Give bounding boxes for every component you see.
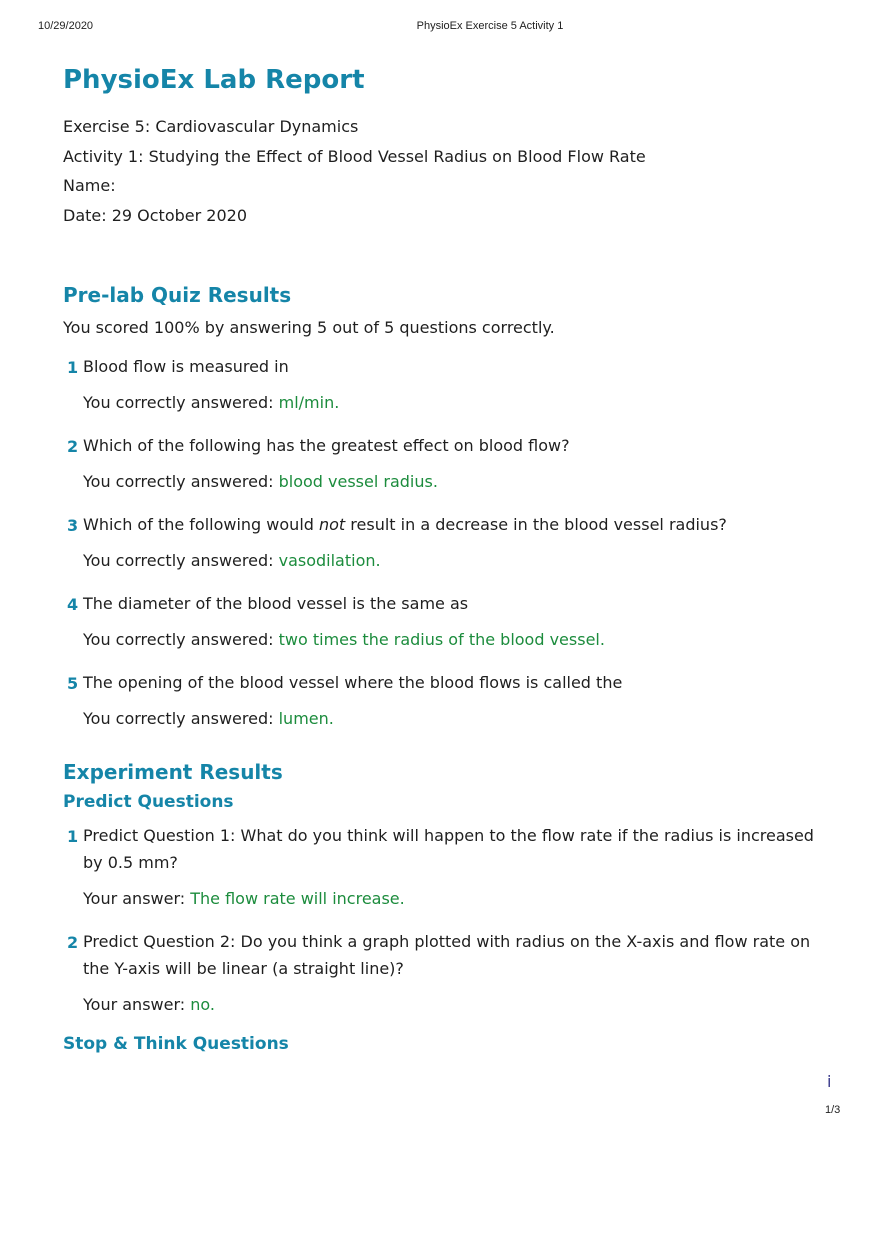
print-header-title: PhysioEx Exercise 5 Activity 1 [416, 20, 564, 32]
prelab-question [63, 590, 833, 617]
answer-prefix: Your answer: [83, 889, 191, 908]
question-number: 4 [67, 595, 79, 614]
stop-think-heading: Stop & Think Questions [63, 1034, 289, 1054]
predict-question [63, 822, 833, 876]
exercise-line: Exercise 5: Cardiovascular Dynamics [63, 117, 359, 136]
question-number: 2 [67, 933, 79, 952]
experiment-heading: Experiment Results [63, 760, 283, 784]
prelab-question [63, 669, 833, 696]
answer-prefix: Your answer: [83, 995, 191, 1014]
info-marker: i [827, 1072, 832, 1091]
report-title: PhysioEx Lab Report [63, 65, 365, 95]
question-number: 3 [67, 516, 79, 535]
question-number: 1 [67, 358, 79, 377]
predict-answer [63, 886, 833, 912]
prelab-question [63, 432, 833, 459]
question-text: Which of the following has the greatest effect on blood flow? [83, 436, 570, 455]
prelab-question [63, 353, 833, 380]
question-number: 1 [67, 827, 79, 846]
emphasis-not: not [319, 515, 346, 534]
question-number: 5 [67, 674, 79, 693]
answer-value: blood vessel radius. [278, 472, 438, 491]
answer-value: The flow rate will increase. [190, 889, 405, 908]
answer-prefix: You correctly answered: [83, 709, 279, 728]
answer-prefix: You correctly answered: [83, 393, 279, 412]
prelab-question [63, 511, 833, 538]
prelab-score: You scored 100% by answering 5 out of 5 questions correctly. [63, 318, 555, 337]
answer-value: ml/min. [278, 393, 340, 412]
prelab-answer [63, 548, 833, 574]
prelab-answer [63, 390, 833, 416]
print-date: 10/29/2020 [38, 20, 94, 32]
page-number: 1/3 [825, 1104, 841, 1116]
prelab-answer [63, 706, 833, 732]
question-text: The diameter of the blood vessel is the same as [83, 594, 469, 613]
date-line: Date: 29 October 2020 [63, 205, 247, 225]
prelab-answer [63, 469, 833, 495]
name-line: Name: [63, 176, 116, 195]
answer-value: two times the radius of the blood vessel. [278, 630, 605, 649]
report-meta [63, 112, 833, 230]
predict-heading: Predict Questions [63, 792, 234, 812]
answer-value: vasodilation. [278, 551, 381, 570]
question-text: Predict Question 2: Do you think a graph plotted with radius on the X-axis and flow rate on the Y-axis will be linear (a straight line)? [83, 932, 811, 978]
prelab-heading: Pre-lab Quiz Results [63, 283, 292, 307]
answer-value: lumen. [278, 709, 334, 728]
answer-prefix: You correctly answered: [83, 551, 279, 570]
answer-value: no. [190, 995, 215, 1014]
predict-answer [63, 992, 833, 1018]
activity-line: Activity 1: Studying the Effect of Blood Vessel Radius on Blood Flow Rate [63, 146, 646, 166]
question-text: The opening of the blood vessel where the blood flows is called the [83, 673, 623, 692]
report-content [63, 63, 833, 1056]
question-text: Predict Question 1: What do you think will happen to the flow rate if the radius is increased by 0.5 mm? [83, 826, 814, 872]
question-number: 2 [67, 437, 79, 456]
prelab-answer [63, 627, 833, 653]
predict-question [63, 928, 833, 982]
question-text: Blood flow is measured in [83, 357, 289, 376]
answer-prefix: You correctly answered: [83, 630, 279, 649]
question-text: Which of the following would not result in a decrease in the blood vessel radius? [83, 515, 727, 534]
answer-prefix: You correctly answered: [83, 472, 279, 491]
